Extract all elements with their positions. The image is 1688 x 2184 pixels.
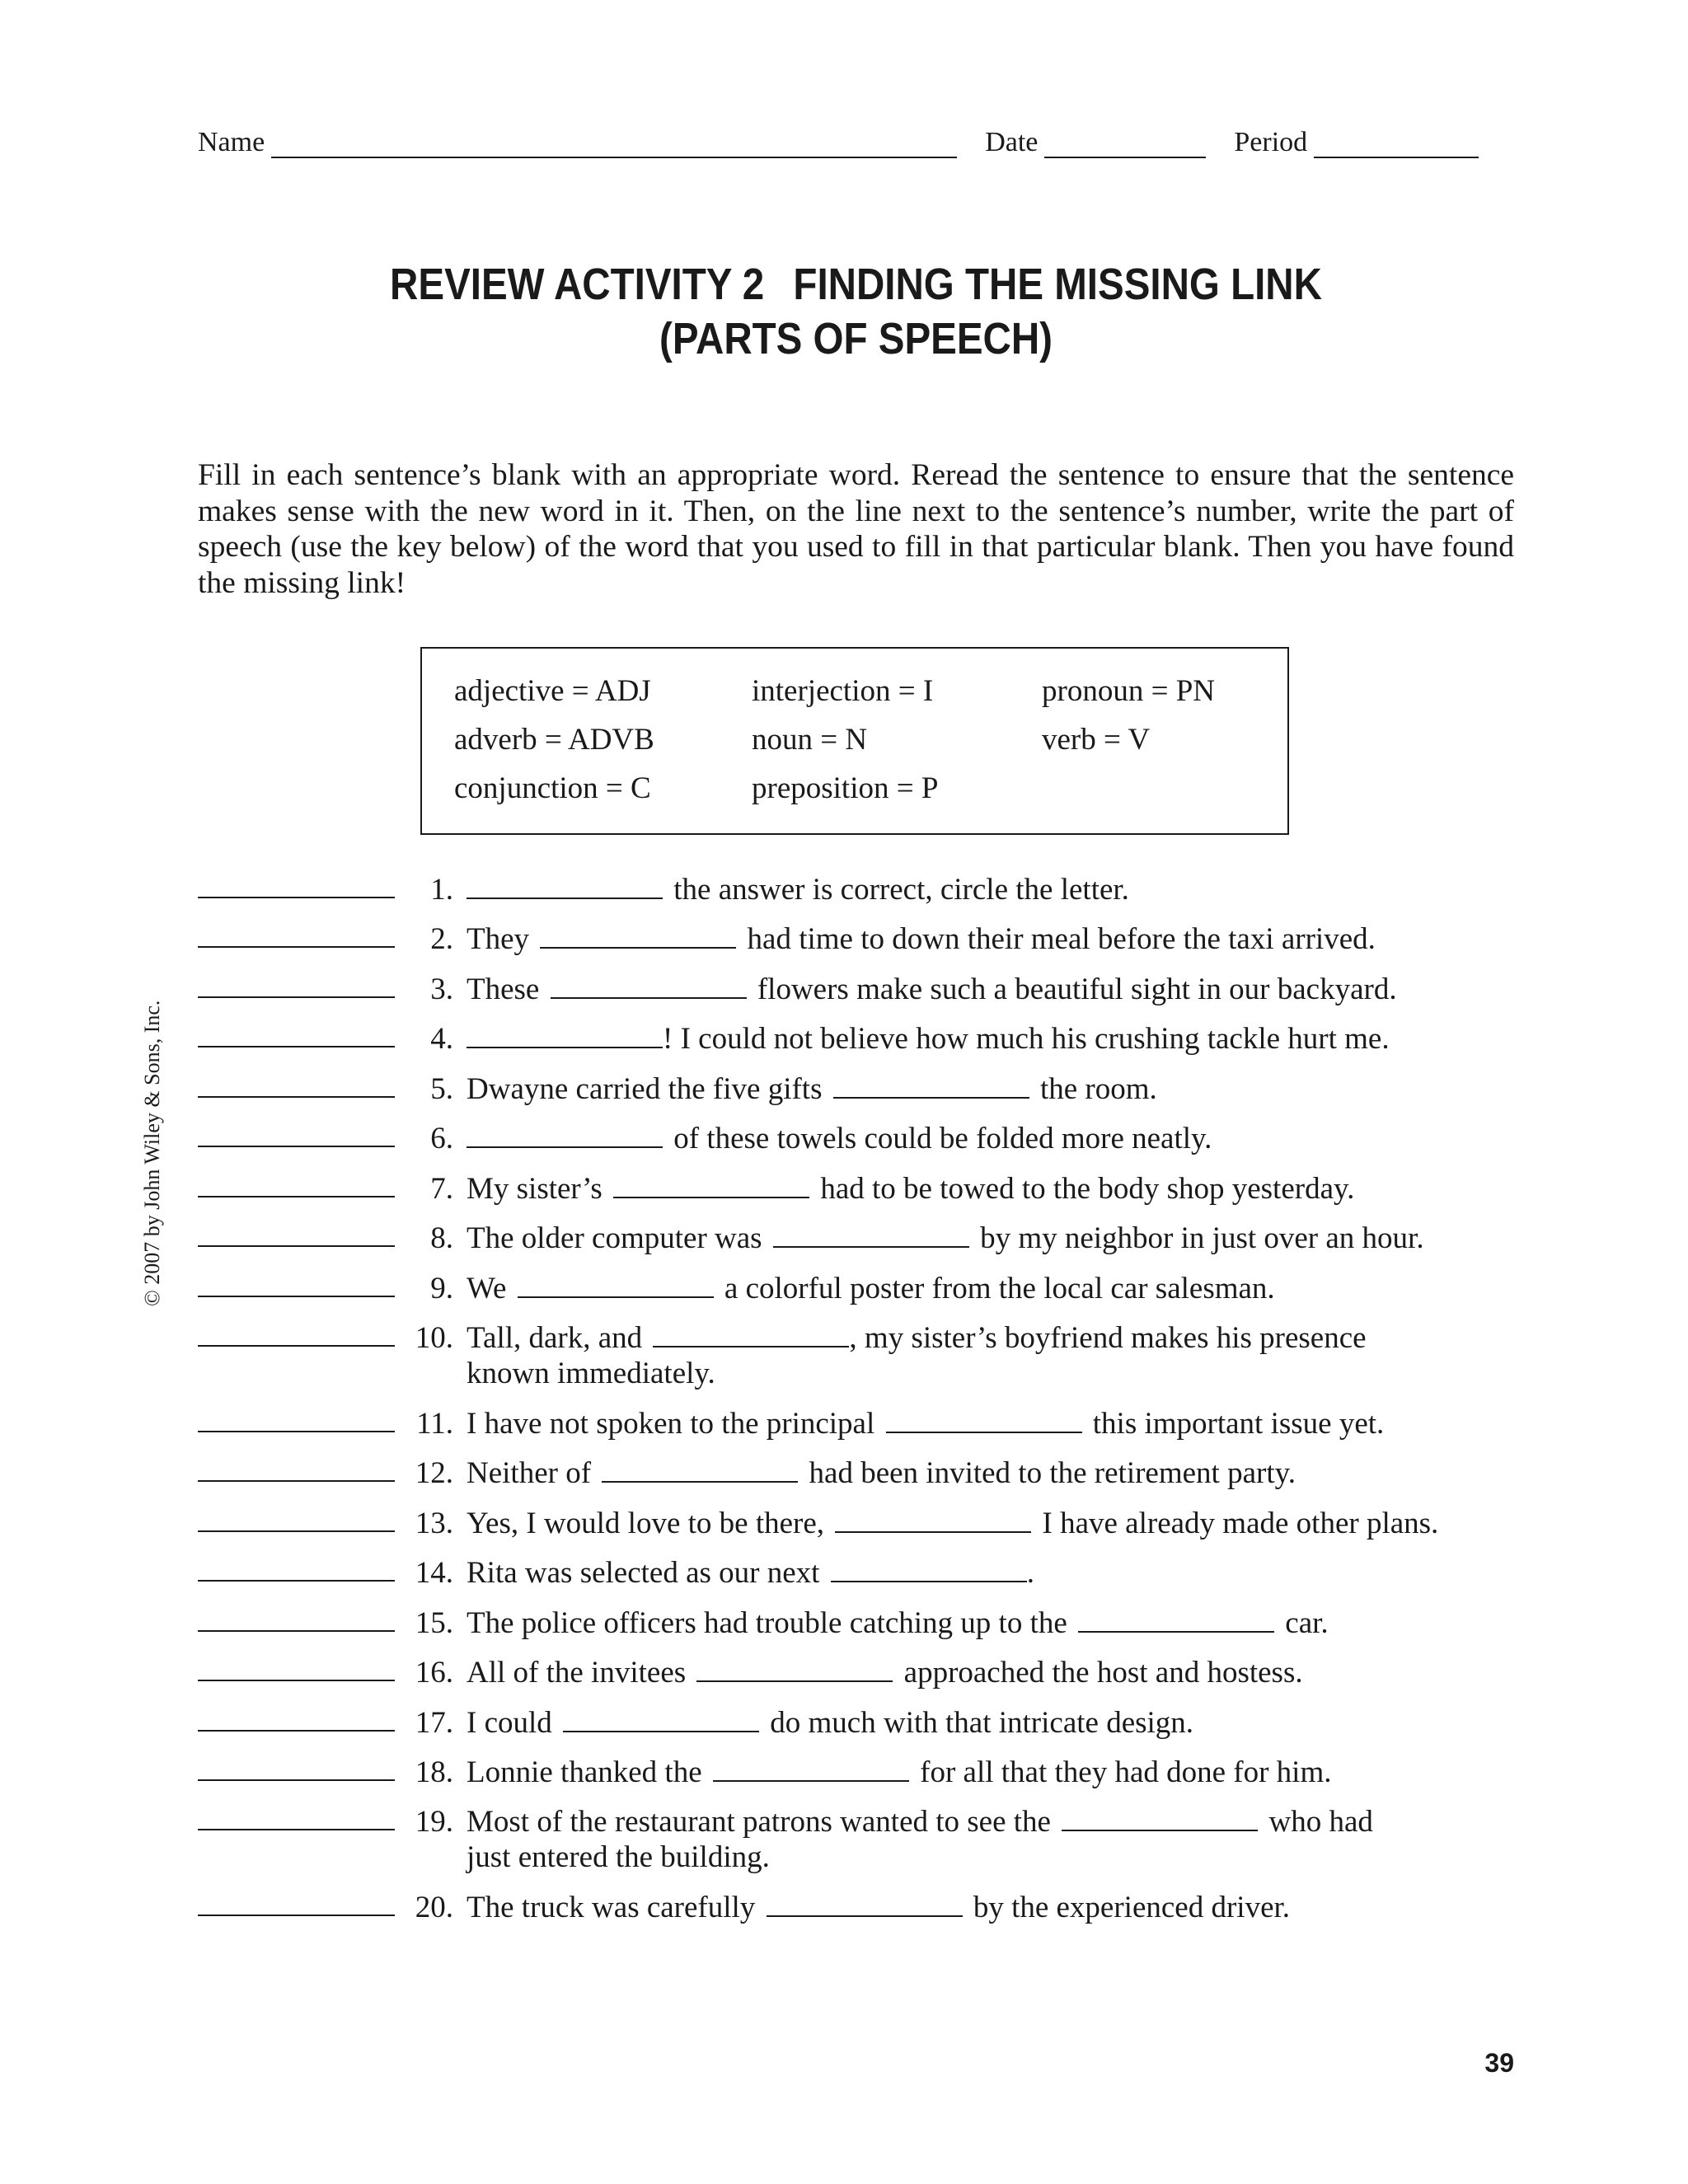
sentence [467,1555,1530,1591]
sentence-text-after: had been invited to the retirement party. [801,1456,1296,1490]
sentence-text-after: a colorful poster from the local car salesman. [716,1272,1275,1305]
sentence [467,1221,1530,1256]
sentence-text-before: All of the invitees [467,1656,694,1690]
list-item [0,1506,1688,1542]
instructions-paragraph: Fill in each sentence’s blank with an appropriate word. Reread the sentence to ensure that the sentence makes sense with the new word in it. Then, on the line next to the sentence’s number, write the part of speech (use the key below) of the word that you used to fill in that particular blank. Then you have found the missing link! [198,458,1514,600]
word-fill-blank[interactable] [602,1458,798,1483]
sentence-text-after: had time to down their meal before the taxi arrived. [739,922,1376,956]
item-number: 4. [430,1022,453,1056]
part-of-speech-answer-blank[interactable] [198,1829,395,1830]
list-item [0,1555,1688,1591]
word-fill-blank[interactable] [518,1273,714,1298]
sentence-text-after: of these towels could be folded more neatly. [666,1122,1212,1155]
header-fields [198,125,1514,158]
part-of-speech-answer-blank[interactable] [198,1680,395,1681]
sentence [467,972,1530,1007]
item-number: 1. [430,873,453,907]
item-number: 17. [415,1706,453,1740]
sentence [467,872,1530,907]
sentence [467,1506,1530,1541]
key-adverb: adverb = ADVB [454,723,654,757]
list-item [0,872,1688,908]
item-number: 9. [430,1272,453,1305]
item-number: 5. [430,1072,453,1106]
sentence-text-before: We [467,1272,514,1305]
page-number: 39 [1484,2048,1514,2078]
word-fill-blank[interactable] [467,1123,663,1148]
list-item [0,1171,1688,1207]
list-item [0,1755,1688,1791]
sentence [467,1406,1530,1441]
title-heading: FINDING THE MISSING LINK [793,260,1322,309]
list-item [0,1705,1688,1741]
item-number: 13. [415,1507,453,1540]
word-fill-blank[interactable] [696,1657,893,1682]
sentence [467,1455,1530,1491]
list-item [0,1605,1688,1642]
sentence-text-after: the answer is correct, circle the letter. [666,873,1129,907]
sentence-text-after: approached the host and hostess. [896,1656,1303,1690]
word-fill-blank[interactable] [467,1024,663,1048]
sentence-text-after: flowers make such a beautiful sight in our backyard. [749,972,1397,1006]
item-number: 8. [430,1221,453,1255]
name-field[interactable] [271,135,957,158]
sentence-text-before: I could [467,1706,560,1740]
part-of-speech-answer-blank[interactable] [198,1296,395,1297]
part-of-speech-answer-blank[interactable] [198,1431,395,1432]
sentence-text-before: My sister’s [467,1172,611,1206]
sentence-text-before: Rita was selected as our next [467,1556,828,1590]
key-preposition: preposition = P [752,771,939,805]
item-number: 7. [430,1172,453,1206]
part-of-speech-answer-blank[interactable] [198,1146,395,1147]
sentence-text-before: The truck was carefully [467,1891,763,1924]
sentence-text-before: These [467,972,547,1006]
item-number: 19. [415,1805,453,1839]
sentence-text-before: Tall, dark, and [467,1321,650,1355]
word-fill-blank[interactable] [886,1408,1082,1433]
sentence [467,1705,1530,1741]
part-of-speech-answer-blank[interactable] [198,1530,395,1532]
item-number: 3. [430,972,453,1006]
sentence-text-before: Lonnie thanked the [467,1755,710,1789]
sentence-text-after: the room. [1032,1072,1157,1106]
sentence [467,1271,1530,1306]
sentence [467,1071,1530,1107]
title-line-1 [277,257,1435,312]
item-number: 10. [415,1321,453,1355]
part-of-speech-answer-blank[interactable] [198,1245,395,1247]
sentence-text-before: Yes, I would love to be there, [467,1507,832,1540]
list-item [0,1455,1688,1492]
word-fill-blank[interactable] [551,974,747,999]
key-verb: verb = V [1042,723,1151,757]
sentence-text-before: I have not spoken to the principal [467,1407,883,1441]
sentence-text-after: car. [1278,1606,1329,1640]
sentence-text-before: Most of the restaurant patrons wanted to see the [467,1805,1059,1839]
list-item [0,1071,1688,1108]
list-item [0,1121,1688,1157]
part-of-speech-answer-blank[interactable] [198,1096,395,1098]
item-number: 15. [415,1606,453,1640]
word-fill-blank[interactable] [1062,1807,1258,1831]
sentence [467,1804,1530,1875]
sentence-continuation: just entered the building. [467,1840,770,1874]
sentence-text-after: who had [1261,1805,1373,1839]
part-of-speech-answer-blank[interactable] [198,1196,395,1197]
sentence [467,1121,1530,1156]
part-of-speech-answer-blank[interactable] [198,1915,395,1916]
item-number: 18. [415,1755,453,1789]
sentence [467,1605,1530,1641]
word-fill-blank[interactable] [833,1074,1029,1099]
sentence-text-before: The police officers had trouble catching up to the [467,1606,1076,1640]
sentence-text-after: ! I could not believe how much his crushing tackle hurt me. [663,1022,1390,1056]
page-title [277,257,1435,366]
part-of-speech-answer-blank[interactable] [198,1580,395,1582]
sentence [467,1755,1530,1790]
list-item [0,1804,1688,1874]
key-noun: noun = N [752,723,868,757]
item-number: 11. [416,1407,453,1441]
sentence [467,1655,1530,1690]
word-fill-blank[interactable] [831,1558,1027,1582]
word-fill-blank[interactable] [613,1174,809,1198]
part-of-speech-answer-blank[interactable] [198,996,395,998]
date-field[interactable] [1044,135,1206,158]
word-fill-blank[interactable] [563,1708,759,1732]
list-item [0,1320,1688,1390]
sentence [467,1171,1530,1207]
date-label: Date [985,127,1039,157]
item-number: 20. [415,1891,453,1924]
sentence-text-after: had to be towed to the body shop yesterday. [813,1172,1355,1206]
sentence-text-after: this important issue yet. [1085,1407,1385,1441]
part-of-speech-answer-blank[interactable] [198,1779,395,1781]
list-item [0,972,1688,1008]
sentence-text-before: They [467,922,537,956]
part-of-speech-answer-blank[interactable] [198,946,395,948]
sentence-text-before: Neither of [467,1456,599,1490]
sentence-text-after: do much with that intricate design. [762,1706,1194,1740]
sentence-text-after: I have already made other plans. [1034,1507,1439,1540]
sentence-text-after: , my sister’s boyfriend makes his presence [849,1321,1367,1355]
item-number: 12. [415,1456,453,1490]
part-of-speech-answer-blank[interactable] [198,1630,395,1632]
list-item [0,1221,1688,1257]
word-fill-blank[interactable] [653,1323,849,1347]
word-fill-blank[interactable] [835,1508,1031,1533]
list-item [0,1271,1688,1307]
name-label: Name [198,127,265,157]
list-item [0,1021,1688,1057]
key-adjective: adjective = ADJ [454,674,651,708]
word-fill-blank[interactable] [467,874,663,899]
list-item [0,1406,1688,1442]
word-fill-blank[interactable] [713,1757,909,1782]
period-label: Period [1234,127,1308,157]
list-item [0,1890,1688,1926]
title-activity: REVIEW ACTIVITY 2 [390,260,765,309]
part-of-speech-answer-blank[interactable] [198,897,395,898]
part-of-speech-answer-blank[interactable] [198,1345,395,1347]
part-of-speech-answer-blank[interactable] [198,1480,395,1482]
item-number: 6. [430,1122,453,1155]
part-of-speech-answer-blank[interactable] [198,1046,395,1047]
item-number: 14. [415,1556,453,1590]
sentence [467,921,1530,957]
sentence [467,1890,1530,1925]
item-number: 16. [415,1656,453,1690]
sentence [467,1320,1530,1391]
item-number: 2. [430,922,453,956]
word-fill-blank[interactable] [540,924,736,949]
key-conjunction: conjunction = C [454,771,651,805]
parts-of-speech-key [420,647,1289,835]
sentence-text-after: for all that they had done for him. [912,1755,1332,1789]
sentence-text-after: . [1026,1556,1034,1590]
key-pronoun: pronoun = PN [1042,674,1215,708]
title-line-2: (PARTS OF SPEECH) [659,314,1053,363]
sentence-text-before: Dwayne carried the five gifts [467,1072,830,1106]
sentence-text-after: by my neighbor in just over an hour. [972,1221,1424,1255]
sentence [467,1021,1530,1057]
list-item [0,921,1688,958]
part-of-speech-answer-blank[interactable] [198,1730,395,1732]
list-item [0,1655,1688,1691]
copyright-notice: © 2007 by John Wiley & Sons, Inc. [140,1000,164,1306]
key-interjection: interjection = I [752,674,934,708]
word-fill-blank[interactable] [767,1892,963,1917]
sentence-continuation: known immediately. [467,1357,715,1390]
period-field[interactable] [1314,135,1479,158]
word-fill-blank[interactable] [773,1223,969,1248]
sentence-text-before: The older computer was [467,1221,770,1255]
sentence-text-after: by the experienced driver. [965,1891,1291,1924]
word-fill-blank[interactable] [1078,1608,1274,1633]
